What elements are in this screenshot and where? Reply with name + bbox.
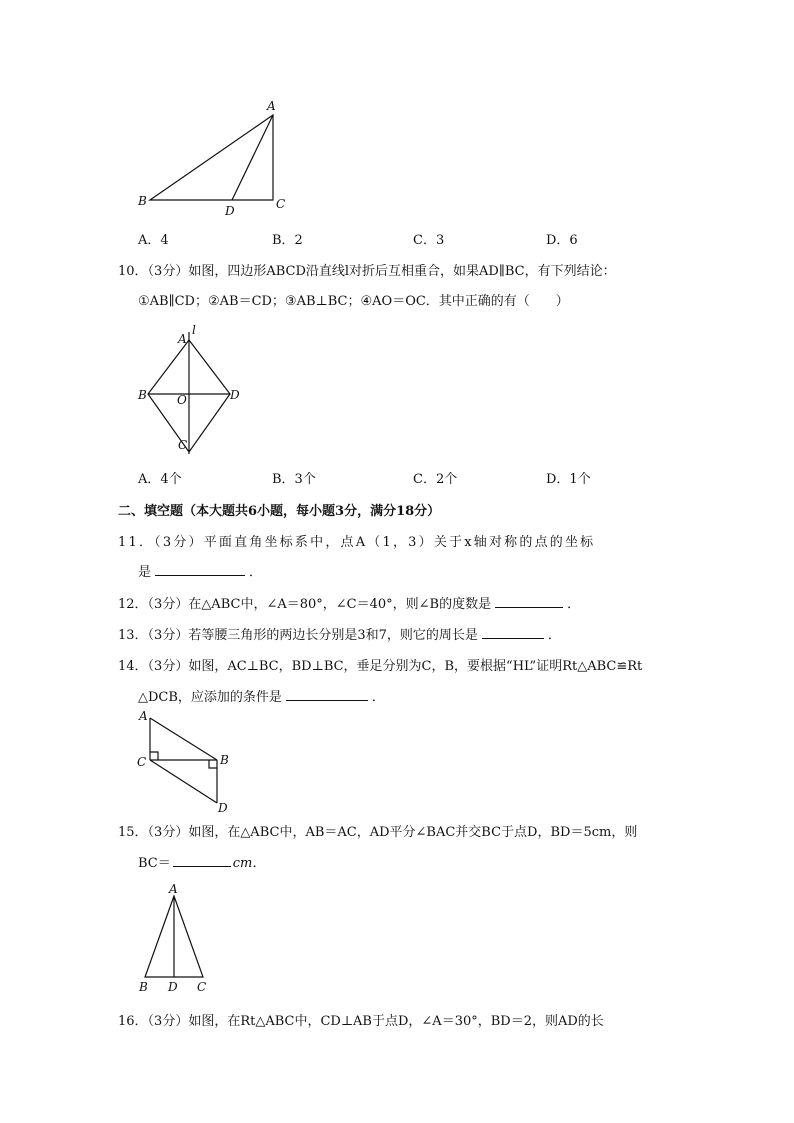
label-d: D bbox=[230, 388, 240, 402]
q14-figure bbox=[132, 706, 242, 814]
q9-figure bbox=[130, 95, 300, 220]
q12-line bbox=[118, 593, 580, 612]
q15-line2-post: cm． bbox=[232, 856, 266, 871]
label-c: C bbox=[276, 197, 286, 211]
q13-pre: 13．（3分）若等腰三角形的两边长分别是3和7，则它的周长是 bbox=[118, 628, 478, 643]
q12-pre: 12．（3分）在△ABC中，∠A＝80°，∠C＝40°，则∠B的度数是 bbox=[118, 597, 492, 612]
label-a: A bbox=[267, 99, 276, 113]
q10-line2: ①AB∥CD；②AB＝CD；③AB⊥BC；④AO＝OC．其中正确的有（ ） bbox=[138, 294, 569, 309]
q11-line2-pre: 是 bbox=[138, 565, 152, 580]
label-d: D bbox=[218, 801, 228, 814]
segment-cd bbox=[150, 760, 217, 803]
q11-line2-post: ． bbox=[249, 565, 263, 580]
q11-blank bbox=[155, 563, 245, 576]
q10-line1: 10．（3分）如图，四边形ABCD沿直线l对折后互相重合，如果AD∥BC，有下列结论： bbox=[118, 264, 616, 279]
label-l: l bbox=[192, 323, 196, 337]
label-b: B bbox=[138, 388, 147, 402]
q10-option-c: C．2个 bbox=[413, 472, 458, 487]
label-b: B bbox=[220, 753, 229, 767]
q9-option-a: A．4 bbox=[138, 233, 169, 248]
label-d: D bbox=[225, 204, 235, 218]
q11-line2 bbox=[138, 561, 262, 580]
triangle-abc bbox=[150, 115, 273, 200]
label-o: O bbox=[177, 393, 187, 407]
q14-line1: 14．（3分）如图，AC⊥BC，BD⊥BC，垂足分别为C，B，要根据“HL”证明Rt△ABC≌Rt bbox=[118, 659, 643, 674]
label-c: C bbox=[197, 980, 207, 994]
label-d: D bbox=[168, 980, 178, 994]
q14-blank bbox=[286, 688, 368, 701]
q9-option-c: C．3 bbox=[413, 233, 445, 248]
q13-line bbox=[118, 624, 561, 643]
q15-figure bbox=[134, 880, 214, 995]
q9-option-d: D．6 bbox=[546, 233, 578, 248]
q13-post: ． bbox=[547, 628, 561, 643]
q15-line1: 15．（3分）如图，在△ABC中，AB＝AC，AD平分∠BAC并交BC于点D，BD＝5cm，则 bbox=[118, 825, 638, 840]
label-c: C bbox=[137, 755, 147, 769]
q9-option-b: B．2 bbox=[272, 233, 303, 248]
q14-line2-post: ． bbox=[371, 690, 385, 705]
q12-post: ． bbox=[567, 597, 581, 612]
q15-line2-pre: BC＝ bbox=[138, 856, 171, 871]
q10-figure bbox=[130, 322, 250, 457]
label-c: C bbox=[178, 438, 188, 452]
label-b: B bbox=[139, 980, 148, 994]
q14-line2 bbox=[138, 686, 385, 705]
section-title: 二、填空题（本大题共6小题，每小题3分，满分18分） bbox=[118, 504, 441, 519]
q11-line1: 11．（3分）平面直角坐标系中，点A（1，3）关于x轴对称的点的坐标 bbox=[118, 535, 596, 550]
right-angle-c bbox=[150, 752, 158, 760]
label-a: A bbox=[139, 709, 148, 723]
q15-blank bbox=[173, 854, 231, 867]
q16-line1: 16．（3分）如图，在Rt△ABC中，CD⊥AB于点D，∠A＝30°，BD＝2，则AD的长 bbox=[118, 1014, 604, 1029]
q10-option-b: B．3个 bbox=[272, 472, 316, 487]
label-a: A bbox=[178, 332, 187, 346]
q14-line2-pre: △DCB，应添加的条件是 bbox=[138, 690, 282, 705]
right-angle-b bbox=[209, 760, 217, 768]
q13-blank bbox=[482, 626, 544, 639]
segment-ab bbox=[150, 718, 217, 760]
q12-blank bbox=[495, 595, 563, 608]
q10-option-a: A．4个 bbox=[138, 472, 182, 487]
segment-ad bbox=[232, 115, 273, 200]
label-b: B bbox=[138, 194, 147, 208]
q15-line2 bbox=[138, 852, 265, 871]
label-a: A bbox=[169, 882, 178, 896]
q10-option-d: D．1个 bbox=[546, 472, 591, 487]
